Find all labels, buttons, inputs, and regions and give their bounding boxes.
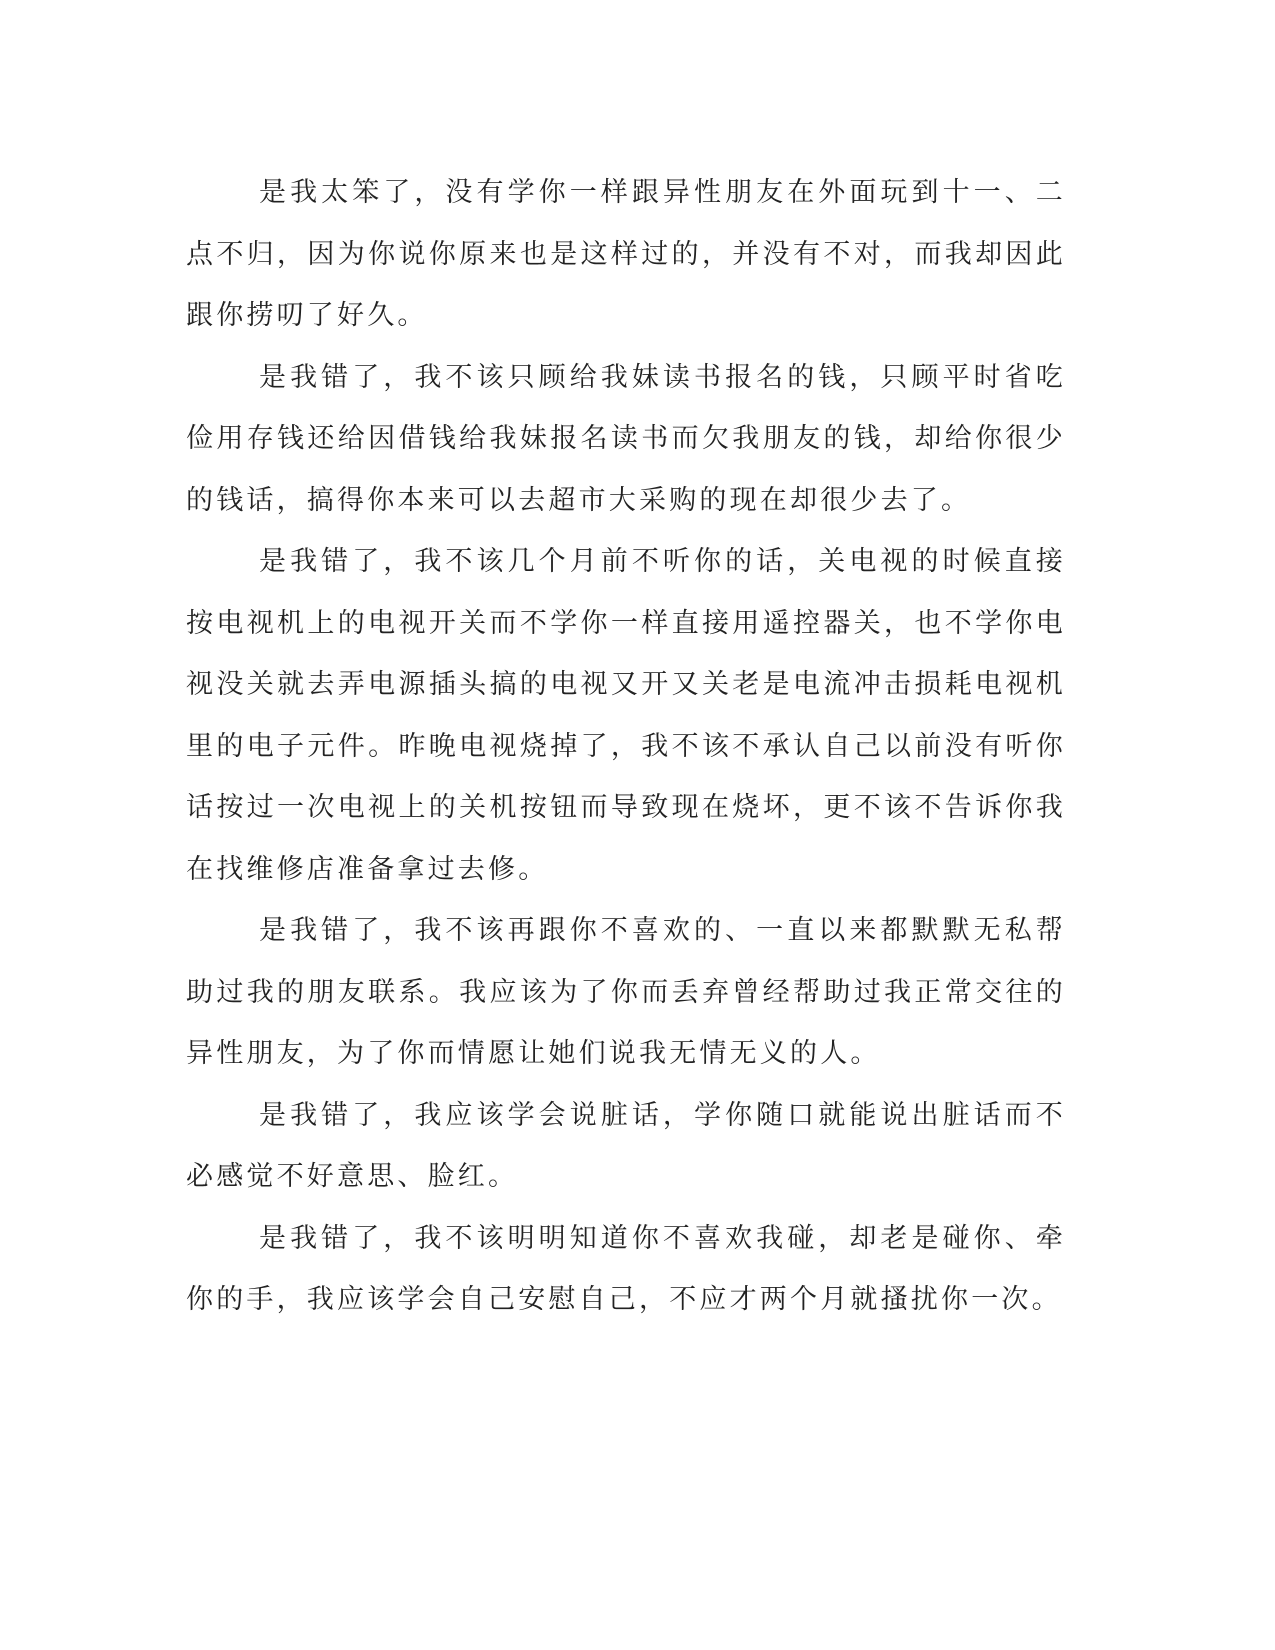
document-body xyxy=(186,162,1066,1331)
paragraph-2: 是我错了，我不该只顾给我妹读书报名的钱，只顾平时省吃俭用存钱还给因借钱给我妹报名读书而欠我朋友的钱，却给你很少的钱话，搞得你本来可以去超市大采购的现在却很少去了。 xyxy=(186,361,1066,516)
paragraph-5: 是我错了，我应该学会说脏话，学你随口就能说出脏话而不必感觉不好意思、脸红。 xyxy=(186,1099,1066,1192)
paragraph-6: 是我错了，我不该明明知道你不喜欢我碰，却老是碰你、牵你的手，我应该学会自己安慰自己，不应才两个月就搔扰你一次。 xyxy=(186,1222,1066,1315)
paragraph-1: 是我太笨了，没有学你一样跟异性朋友在外面玩到十一、二点不归，因为你说你原来也是这样过的，并没有不对，而我却因此跟你捞叨了好久。 xyxy=(186,177,1066,331)
paragraph-3: 是我错了，我不该几个月前不听你的话，关电视的时候直接按电视机上的电视开关而不学你一样直接用遥控器关，也不学你电视没关就去弄电源插头搞的电视又开又关老是电流冲击损耗电视机里的电子元件。昨晚电视烧掉了，我不该不承认自己以前没有听你话按过一次电视上的关机按钮而导致现在烧坏，更不该不告诉你我在找维修店准备拿过去修。 xyxy=(186,546,1066,885)
paragraph-4: 是我错了，我不该再跟你不喜欢的、一直以来都默默无私帮助过我的朋友联系。我应该为了你而丢弃曾经帮助过我正常交往的异性朋友，为了你而情愿让她们说我无情无义的人。 xyxy=(186,915,1066,1069)
